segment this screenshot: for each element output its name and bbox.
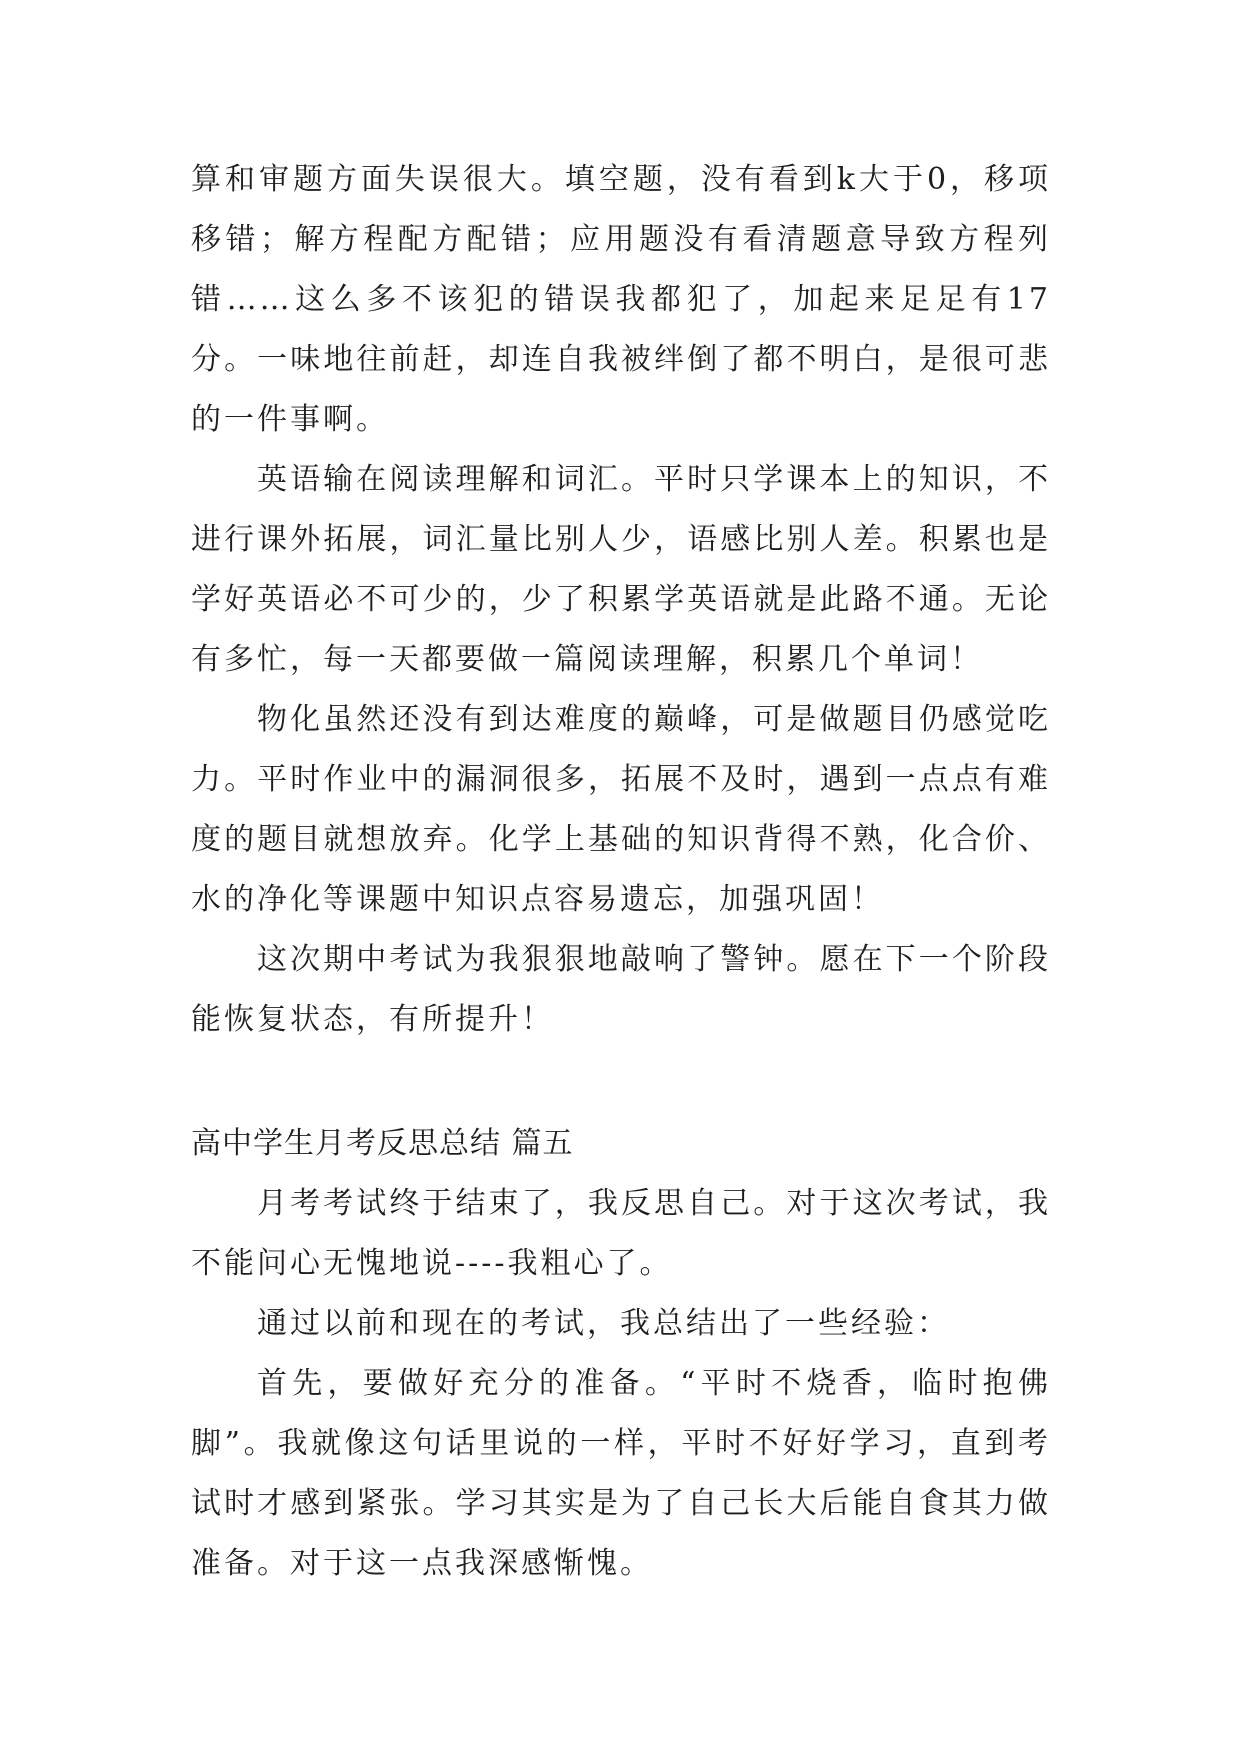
- paragraph-physics-chemistry: 物化虽然还没有到达难度的巅峰，可是做题目仍感觉吃力。平时作业中的漏洞很多，拓展不及时，遇到一点点有难度的题目就想放弃。化学上基础的知识背得不熟，化合价、水的净化等课题中知识点容易遗忘，加强巩固！: [191, 702, 1051, 917]
- document-body: [191, 150, 1051, 1594]
- paragraph-preparation: 首先，要做好充分的准备。“平时不烧香，临时抱佛脚”。我就像这句话里说的一样，平时不好好学习，直到考试时才感到紧张。学习其实是为了自己长大后能自食其力做准备。对于这一点我深感惭愧。: [191, 1366, 1051, 1581]
- section-heading: 高中学生月考反思总结 篇五: [191, 1126, 574, 1161]
- paragraph-intro: 月考考试终于结束了，我反思自己。对于这次考试，我不能问心无愧地说----我粗心了。: [191, 1186, 1051, 1281]
- paragraph-english: 英语输在阅读理解和词汇。平时只学课本上的知识，不进行课外拓展，词汇量比别人少，语感比别人差。积累也是学好英语必不可少的，少了积累学英语就是此路不通。无论有多忙，每一天都要做一篇阅读理解，积累几个单词！: [191, 462, 1051, 677]
- paragraph-math-continued: 算和审题方面失误很大。填空题，没有看到k大于0，移项移错；解方程配方配错；应用题没有看清题意导致方程列错……这么多不该犯的错误我都犯了，加起来足足有17分。一味地往前赶，却连自我被绊倒了都不明白，是很可悲的一件事啊。: [191, 162, 1051, 437]
- paragraph-conclusion: 这次期中考试为我狠狠地敲响了警钟。愿在下一个阶段能恢复状态，有所提升！: [191, 942, 1051, 1037]
- paragraph-experience: 通过以前和现在的考试，我总结出了一些经验：: [257, 1306, 950, 1341]
